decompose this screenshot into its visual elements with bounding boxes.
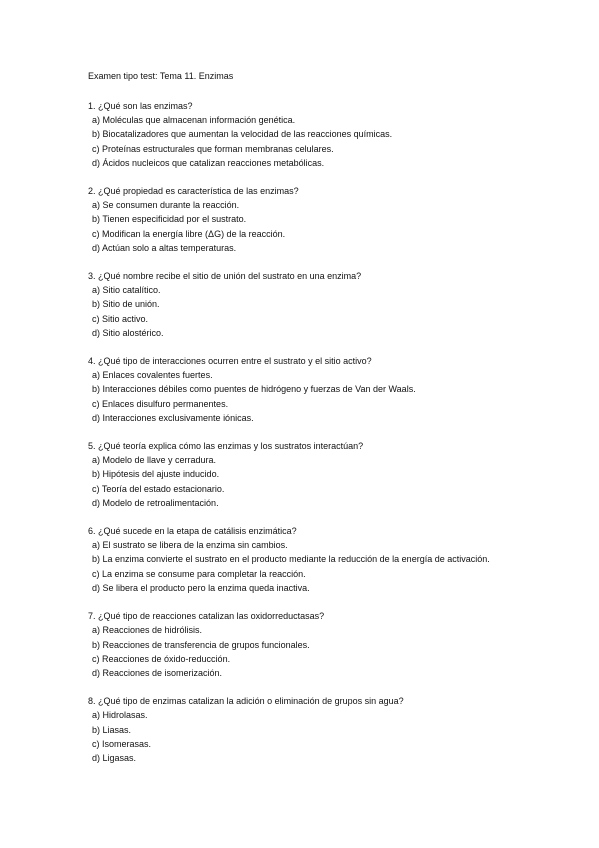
question-text: 3. ¿Qué nombre recibe el sitio de unión del sustrato en una enzima? bbox=[88, 271, 362, 282]
option-a: a) Hidrolasas. bbox=[92, 710, 148, 721]
option-d: d) Interacciones exclusivamente iónicas. bbox=[92, 412, 254, 423]
question-7 bbox=[88, 609, 588, 680]
option-a: a) Moléculas que almacenan información genética. bbox=[92, 115, 296, 126]
option-a: a) El sustrato se libera de la enzima sin cambios. bbox=[92, 540, 288, 551]
question-8 bbox=[88, 694, 588, 765]
option-a: a) Sitio catalítico. bbox=[92, 285, 161, 296]
option-a: a) Reacciones de hidrólisis. bbox=[92, 625, 203, 636]
option-b: b) Liasas. bbox=[92, 724, 132, 735]
option-c: c) Reacciones de óxido-reducción. bbox=[92, 653, 231, 664]
option-a: a) Enlaces covalentes fuertes. bbox=[92, 370, 213, 381]
option-c: c) Isomerasas. bbox=[92, 738, 152, 749]
question-text: 1. ¿Qué son las enzimas? bbox=[88, 101, 193, 111]
option-b: b) La enzima convierte el sustrato en el producto mediante la reducción de la energía de activación. bbox=[92, 554, 490, 565]
option-c: c) Enlaces disulfuro permanentes. bbox=[92, 398, 229, 409]
option-a: a) Modelo de llave y cerradura. bbox=[92, 455, 217, 466]
option-list bbox=[88, 283, 588, 340]
question-5 bbox=[88, 439, 588, 510]
question-6 bbox=[88, 524, 588, 595]
option-list bbox=[88, 113, 588, 170]
option-a: a) Se consumen durante la reacción. bbox=[92, 200, 240, 211]
option-d: d) Ácidos nucleicos que catalizan reacciones metabólicas. bbox=[92, 157, 325, 168]
option-list bbox=[88, 623, 588, 680]
option-list bbox=[88, 453, 588, 510]
question-1 bbox=[88, 99, 588, 170]
option-b: b) Sitio de unión. bbox=[92, 299, 160, 310]
option-list bbox=[88, 198, 588, 255]
option-d: d) Se libera el producto pero la enzima queda inactiva. bbox=[92, 582, 310, 593]
option-list bbox=[88, 538, 588, 595]
question-text: 8. ¿Qué tipo de enzimas catalizan la adición o eliminación de grupos sin agua? bbox=[88, 696, 404, 707]
option-c: c) La enzima se consume para completar la reacción. bbox=[92, 568, 306, 579]
option-list bbox=[88, 708, 588, 765]
option-list bbox=[88, 368, 588, 425]
option-b: b) Biocatalizadores que aumentan la velocidad de las reacciones químicas. bbox=[92, 129, 393, 140]
option-b: b) Interacciones débiles como puentes de hidrógeno y fuerzas de Van der Waals. bbox=[92, 384, 416, 395]
question-4 bbox=[88, 354, 588, 425]
option-d: d) Modelo de retroalimentación. bbox=[92, 497, 219, 508]
question-text: 4. ¿Qué tipo de interacciones ocurren entre el sustrato y el sitio activo? bbox=[88, 356, 372, 367]
option-c: c) Modifican la energía libre (ΔG) de la reacción. bbox=[92, 228, 286, 239]
option-c: c) Proteínas estructurales que forman membranas celulares. bbox=[92, 143, 334, 154]
question-list bbox=[88, 99, 588, 779]
question-text: 2. ¿Qué propiedad es característica de las enzimas? bbox=[88, 186, 299, 197]
option-b: b) Hipótesis del ajuste inducido. bbox=[92, 469, 220, 480]
option-d: d) Sitio alostérico. bbox=[92, 327, 164, 338]
option-b: b) Reacciones de transferencia de grupos funcionales. bbox=[92, 639, 310, 650]
question-text: 5. ¿Qué teoría explica cómo las enzimas y los sustratos interactúan? bbox=[88, 441, 364, 452]
option-c: c) Teoría del estado estacionario. bbox=[92, 483, 225, 494]
document-title: Examen tipo test: Tema 11. Enzimas bbox=[88, 71, 234, 81]
question-2 bbox=[88, 184, 588, 255]
option-d: d) Ligasas. bbox=[92, 752, 137, 763]
option-b: b) Tienen especificidad por el sustrato. bbox=[92, 214, 247, 225]
question-text: 6. ¿Qué sucede en la etapa de catálisis enzimática? bbox=[88, 526, 297, 537]
option-c: c) Sitio activo. bbox=[92, 313, 149, 324]
question-text: 7. ¿Qué tipo de reacciones catalizan las oxidorreductasas? bbox=[88, 611, 325, 622]
question-3 bbox=[88, 269, 588, 340]
option-d: d) Actúan solo a altas temperaturas. bbox=[92, 242, 237, 253]
option-d: d) Reacciones de isomerización. bbox=[92, 667, 223, 678]
